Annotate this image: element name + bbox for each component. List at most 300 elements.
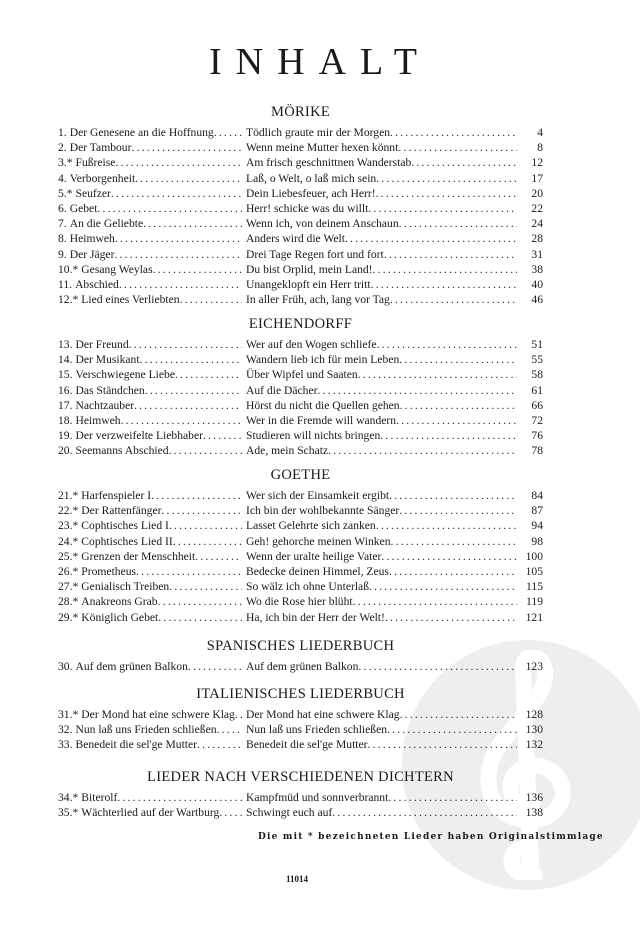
first-line-cell [242, 352, 517, 367]
dot-leader [373, 262, 517, 277]
song-number: 3.* [58, 156, 73, 170]
song-title: Nachtzauber [75, 398, 135, 412]
page-number: 136 [525, 791, 543, 804]
first-line: Anders wird die Welt [246, 232, 345, 246]
song-number: 9. [58, 247, 67, 261]
page-number: 28 [531, 232, 543, 246]
dot-leader [332, 805, 517, 820]
song-title-cell [58, 125, 242, 140]
first-line-cell [242, 549, 517, 564]
dot-leader [353, 594, 517, 609]
page-number: 55 [531, 353, 543, 367]
first-line-cell [242, 534, 517, 549]
toc-entry [58, 125, 543, 140]
song-title: Auf dem grünen Balkon [75, 660, 188, 673]
section-lieder-nach-verschiedenen-dichtern [58, 767, 543, 820]
section-heading: MÖRIKE [271, 104, 330, 120]
dot-leader [368, 201, 517, 216]
first-line-cell [242, 518, 517, 533]
song-number: 1. [58, 126, 67, 139]
first-line-cell [242, 337, 517, 352]
song-title: Das Ständchen [75, 383, 145, 397]
first-line: In aller Früh, ach, lang vor Tag [246, 293, 390, 307]
dot-leader [235, 707, 242, 722]
song-title-cell [58, 443, 242, 458]
first-line: Ha, ich bin der Herr der Welt! [246, 610, 385, 624]
dot-leader [121, 413, 242, 428]
page-number: 130 [525, 723, 543, 737]
song-number: 25.* [58, 549, 79, 563]
song-title-cell [58, 413, 242, 428]
dot-leader [376, 186, 517, 201]
song-number: 30. [58, 660, 73, 673]
dot-leader [385, 610, 517, 625]
dot-leader [169, 518, 242, 533]
song-title-cell [58, 231, 242, 246]
song-number: 5.* [58, 186, 73, 200]
dot-leader [391, 534, 517, 549]
song-title: Der Rattenfänger [81, 504, 162, 518]
song-number: 35.* [58, 806, 79, 820]
song-title: Genialisch Treiben [81, 580, 170, 594]
song-title-cell [58, 805, 242, 820]
song-number: 22.* [58, 504, 79, 518]
toc-entry [58, 443, 543, 458]
song-number: 18. [58, 413, 73, 427]
dot-leader [390, 125, 517, 140]
toc-entry [58, 231, 543, 246]
song-title: Verschwiegene Liebe [75, 368, 175, 382]
first-line-cell [242, 594, 517, 609]
dot-leader [400, 707, 517, 722]
song-number: 7. [58, 217, 67, 231]
first-line-cell [242, 737, 517, 752]
dot-leader [173, 534, 242, 549]
dot-leader [345, 231, 517, 246]
dot-leader [119, 277, 242, 292]
toc-entry [58, 413, 543, 428]
toc-entry [58, 722, 543, 737]
page-number: 24 [531, 217, 543, 231]
song-number: 31.* [58, 708, 79, 721]
dot-leader [131, 140, 242, 155]
footnote: Die mit * bezeichneten Lieder haben Originalstimmlage [258, 832, 604, 842]
toc-entry [58, 216, 543, 231]
page-number: 138 [525, 806, 543, 820]
first-line-cell [242, 790, 517, 805]
dot-leader [197, 737, 242, 752]
page-number: 94 [531, 519, 543, 533]
page-number: 61 [531, 383, 543, 397]
song-title-cell [58, 277, 242, 292]
dot-leader [380, 428, 517, 443]
toc-entry [58, 140, 543, 155]
first-line-cell [242, 659, 517, 674]
song-title: Harfenspieler I [81, 489, 152, 502]
first-line-cell [242, 398, 517, 413]
song-title-cell [58, 292, 242, 307]
first-line-cell [242, 383, 517, 398]
page-number: 87 [531, 504, 543, 518]
toc-entry [58, 805, 543, 820]
first-line-cell [242, 413, 517, 428]
page-number: 78 [531, 444, 543, 458]
first-line: Tödlich graute mir der Morgen [246, 126, 391, 139]
dot-leader [368, 737, 517, 752]
first-line: Der Mond hat eine schwere Klag [246, 708, 400, 721]
first-line: Wer auf den Wogen schliefe [246, 338, 377, 351]
toc-entry [58, 171, 543, 186]
section-heading: SPANISCHES LIEDERBUCH [206, 638, 395, 654]
song-number: 28.* [58, 595, 79, 609]
page-number: 40 [531, 277, 543, 291]
song-number: 24.* [58, 534, 79, 548]
song-number: 27.* [58, 580, 79, 594]
toc-entry [58, 488, 543, 503]
first-line-cell [242, 292, 517, 307]
dot-leader [358, 367, 517, 382]
song-number: 32. [58, 723, 73, 737]
first-line-cell [242, 503, 517, 518]
dot-leader [369, 579, 517, 594]
dot-leader [151, 488, 242, 503]
first-line-cell [242, 428, 517, 443]
first-line: Wo die Rose hier blüht [246, 595, 353, 609]
toc-entry [58, 186, 543, 201]
toc-entry [58, 277, 543, 292]
first-line-cell [242, 247, 517, 262]
first-line: Geh! gehorche meinen Winken [246, 534, 391, 548]
page-number: 132 [525, 738, 543, 752]
dot-leader [169, 579, 242, 594]
song-title: Der Jäger [69, 247, 115, 261]
first-line: Wenn meine Mutter hexen könnt [246, 141, 399, 155]
toc-entry [58, 383, 543, 398]
song-title: Grenzen der Menschheit [81, 549, 196, 563]
dot-leader [398, 140, 517, 155]
song-title-cell [58, 737, 242, 752]
first-line-cell [242, 722, 517, 737]
toc-entry [58, 352, 543, 367]
song-title-cell [58, 610, 242, 625]
first-line-cell [242, 171, 517, 186]
song-number: 19. [58, 429, 73, 443]
first-line-cell [242, 140, 517, 155]
song-title-cell [58, 659, 242, 674]
dot-leader [389, 488, 517, 503]
first-line: So wälz ich ohne Unterlaß [246, 580, 369, 594]
first-line: Über Wipfel und Saaten [246, 368, 358, 382]
page-number: 128 [525, 708, 543, 721]
first-line-cell [242, 186, 517, 201]
song-title-cell [58, 337, 242, 352]
toc-entry [58, 155, 543, 170]
first-line-cell [242, 443, 517, 458]
page-number: 123 [525, 660, 543, 673]
song-title-cell [58, 503, 242, 518]
dot-leader [384, 247, 517, 262]
page-number: 121 [525, 610, 543, 624]
dot-leader [371, 277, 517, 292]
dot-leader [388, 790, 517, 805]
dot-leader [117, 790, 242, 805]
song-title: Königlich Gebet [81, 610, 159, 624]
song-number: 29.* [58, 610, 79, 624]
song-number: 11. [58, 277, 73, 291]
song-title-cell [58, 707, 242, 722]
toc-entry [58, 594, 543, 609]
dot-leader [376, 171, 517, 186]
section-spanisches-liederbuch [58, 636, 543, 674]
first-line: Wandern lieb ich für mein Leben [246, 353, 400, 367]
song-number: 15. [58, 368, 73, 382]
toc-entry [58, 398, 543, 413]
toc-entry [58, 503, 543, 518]
first-line-cell [242, 579, 517, 594]
song-number: 33. [58, 738, 73, 752]
page-number: 46 [531, 293, 543, 307]
song-title: Der Tambour [69, 141, 132, 155]
song-number: 6. [58, 201, 67, 215]
toc-entry [58, 707, 543, 722]
dot-leader [387, 722, 517, 737]
dot-leader [381, 549, 517, 564]
page-number: 31 [531, 247, 543, 261]
dot-leader [180, 292, 242, 307]
song-title: Seufzer [75, 186, 111, 200]
song-title: Heimweh [69, 232, 115, 246]
song-title: Der verzweifelte Liebhaber [75, 429, 203, 443]
dot-leader [135, 171, 242, 186]
song-number: 34.* [58, 791, 79, 804]
song-number: 10.* [58, 262, 79, 276]
plate-number: 11014 [286, 874, 309, 884]
song-title: Lied eines Verliebten [81, 293, 180, 307]
page-number: 119 [526, 595, 543, 609]
page-number: 98 [531, 534, 543, 548]
first-line: Ade, mein Schatz [246, 444, 329, 458]
watermark-treble-clef-logo [402, 640, 640, 890]
section-italienisches-liederbuch [58, 684, 543, 753]
first-line: Benedeit die sel'ge Mutter [246, 738, 368, 752]
song-title-cell [58, 367, 242, 382]
toc-entry [58, 579, 543, 594]
first-line: Ich bin der wohlbekannte Sänger [246, 504, 400, 518]
dot-leader [158, 594, 242, 609]
section-heading: GOETHE [270, 467, 331, 483]
dot-leader [97, 201, 242, 216]
first-line: Dein Liebesfeuer, ach Herr! [246, 186, 376, 200]
song-title-cell [58, 140, 242, 155]
toc-entry [58, 737, 543, 752]
song-title: Nun laß uns Frieden schließen [75, 723, 217, 737]
song-title: An die Geliebte [69, 217, 144, 231]
dot-leader [399, 216, 517, 231]
song-title: Verborgenheit [69, 171, 136, 185]
first-line: Du bist Orplid, mein Land! [246, 262, 373, 276]
page-number: 76 [531, 429, 543, 443]
first-line: Studieren will nichts bringen [246, 429, 381, 443]
song-title-cell [58, 790, 242, 805]
page-number: 84 [531, 489, 543, 502]
song-title: Seemanns Abschied [75, 444, 169, 458]
page-number: 115 [526, 580, 543, 594]
song-title: Benedeit die sel'ge Mutter [75, 738, 198, 752]
song-title-cell [58, 549, 242, 564]
song-title-cell [58, 201, 242, 216]
dot-leader [188, 659, 242, 674]
song-title-cell [58, 216, 242, 231]
first-line-cell [242, 201, 517, 216]
song-title: Fußreise [75, 156, 116, 170]
song-title-cell [58, 383, 242, 398]
song-title-cell [58, 722, 242, 737]
song-number: 26.* [58, 564, 79, 578]
dot-leader [145, 383, 242, 398]
dot-leader [328, 443, 517, 458]
dot-leader [169, 443, 242, 458]
first-line: Auf dem grünen Balkon [246, 660, 359, 673]
first-line: Drei Tage Regen fort und fort [246, 247, 384, 261]
first-line-cell [242, 805, 517, 820]
dot-leader [195, 549, 242, 564]
toc-entry [58, 428, 543, 443]
page-number: 22 [531, 201, 543, 215]
song-number: 14. [58, 353, 73, 367]
page-number: 38 [531, 262, 543, 276]
first-line-cell [242, 125, 517, 140]
toc-entry [58, 549, 543, 564]
toc-entry [58, 518, 543, 533]
dot-leader [161, 503, 242, 518]
song-title-cell [58, 155, 242, 170]
dot-leader [134, 398, 242, 413]
first-line: Wer sich der Einsamkeit ergibt [246, 489, 390, 502]
dot-leader [143, 216, 242, 231]
dot-leader [396, 413, 517, 428]
page-number: 17 [531, 171, 543, 185]
song-number: 17. [58, 398, 73, 412]
song-number: 23.* [58, 519, 79, 533]
page-number: 72 [531, 413, 543, 427]
dot-leader [217, 722, 242, 737]
toc-entry [58, 610, 543, 625]
page-number: 51 [531, 338, 543, 351]
song-title-cell [58, 262, 242, 277]
dot-leader [115, 155, 242, 170]
page-number: 58 [531, 368, 543, 382]
song-title-cell [58, 428, 242, 443]
song-title: Cophtisches Lied II [81, 534, 173, 548]
song-title-cell [58, 534, 242, 549]
first-line: Wenn ich, von deinem Anschaun [246, 217, 399, 231]
first-line: Nun laß uns Frieden schließen [246, 723, 388, 737]
toc-entry [58, 247, 543, 262]
page-number: 66 [531, 398, 543, 412]
dot-leader [158, 610, 242, 625]
dot-leader [136, 564, 242, 579]
dot-leader [111, 186, 242, 201]
song-title-cell [58, 488, 242, 503]
song-title-cell [58, 579, 242, 594]
first-line: Bedecke deinen Himmel, Zeus [246, 564, 389, 578]
song-title: Cophtisches Lied I [81, 519, 169, 533]
song-number: 12.* [58, 293, 79, 307]
song-number: 4. [58, 171, 67, 185]
page-number: 100 [525, 549, 543, 563]
page-number: 12 [531, 156, 543, 170]
song-title: Anakreons Grab [81, 595, 158, 609]
section-goethe [58, 465, 543, 625]
song-title-cell [58, 564, 242, 579]
song-title: Biterolf [81, 791, 118, 804]
section-heading: ITALIENISCHES LIEDERBUCH [196, 686, 405, 702]
dot-leader [377, 337, 517, 352]
first-line: Hörst du nicht die Quellen gehen [246, 398, 400, 412]
song-title: Heimweh [75, 413, 121, 427]
song-number: 16. [58, 383, 73, 397]
toc-entry [58, 292, 543, 307]
first-line-cell [242, 216, 517, 231]
toc-entry [58, 790, 543, 805]
song-title: Gebet [69, 201, 98, 215]
song-title-cell [58, 247, 242, 262]
section-heading: LIEDER NACH VERSCHIEDENEN DICHTERN [147, 769, 454, 785]
song-number: 13. [58, 338, 73, 351]
song-title: Prometheus [81, 564, 137, 578]
song-number: 20. [58, 444, 73, 458]
dot-leader [376, 518, 517, 533]
toc-entry [58, 262, 543, 277]
dot-leader [153, 262, 242, 277]
page-number: 105 [525, 564, 543, 578]
song-title: Der Genesene an die Hoffnung [69, 126, 214, 139]
song-title: Wächterlied auf der Wartburg [81, 806, 220, 820]
dot-leader [358, 659, 517, 674]
dot-leader [389, 564, 517, 579]
dot-leader [203, 428, 242, 443]
first-line-cell [242, 262, 517, 277]
section-heading: EICHENDORFF [248, 316, 353, 332]
dot-leader [400, 398, 517, 413]
first-line: Am frisch geschnittnen Wanderstab [246, 156, 412, 170]
toc-entry [58, 337, 543, 352]
toc-entry [58, 367, 543, 382]
first-line-cell [242, 564, 517, 579]
dot-leader [214, 125, 242, 140]
first-line-cell [242, 707, 517, 722]
dot-leader [114, 247, 242, 262]
song-title-cell [58, 398, 242, 413]
song-number: 21.* [58, 489, 79, 502]
page-number: 8 [537, 141, 543, 155]
first-line: Lasset Gelehrte sich zanken [246, 519, 376, 533]
toc-entry [58, 564, 543, 579]
toc-entry [58, 659, 543, 674]
song-title: Der Freund [75, 338, 129, 351]
dot-leader [140, 352, 242, 367]
dot-leader [115, 231, 242, 246]
song-title: Der Mond hat eine schwere Klag [81, 708, 235, 721]
first-line: Herr! schicke was du willt [246, 201, 369, 215]
song-title-cell [58, 518, 242, 533]
first-line-cell [242, 367, 517, 382]
first-line-cell [242, 231, 517, 246]
song-title: Abschied [75, 277, 119, 291]
page-number: 20 [531, 186, 543, 200]
first-line: Laß, o Welt, o laß mich sein [246, 171, 377, 185]
section-moerike [58, 102, 543, 307]
